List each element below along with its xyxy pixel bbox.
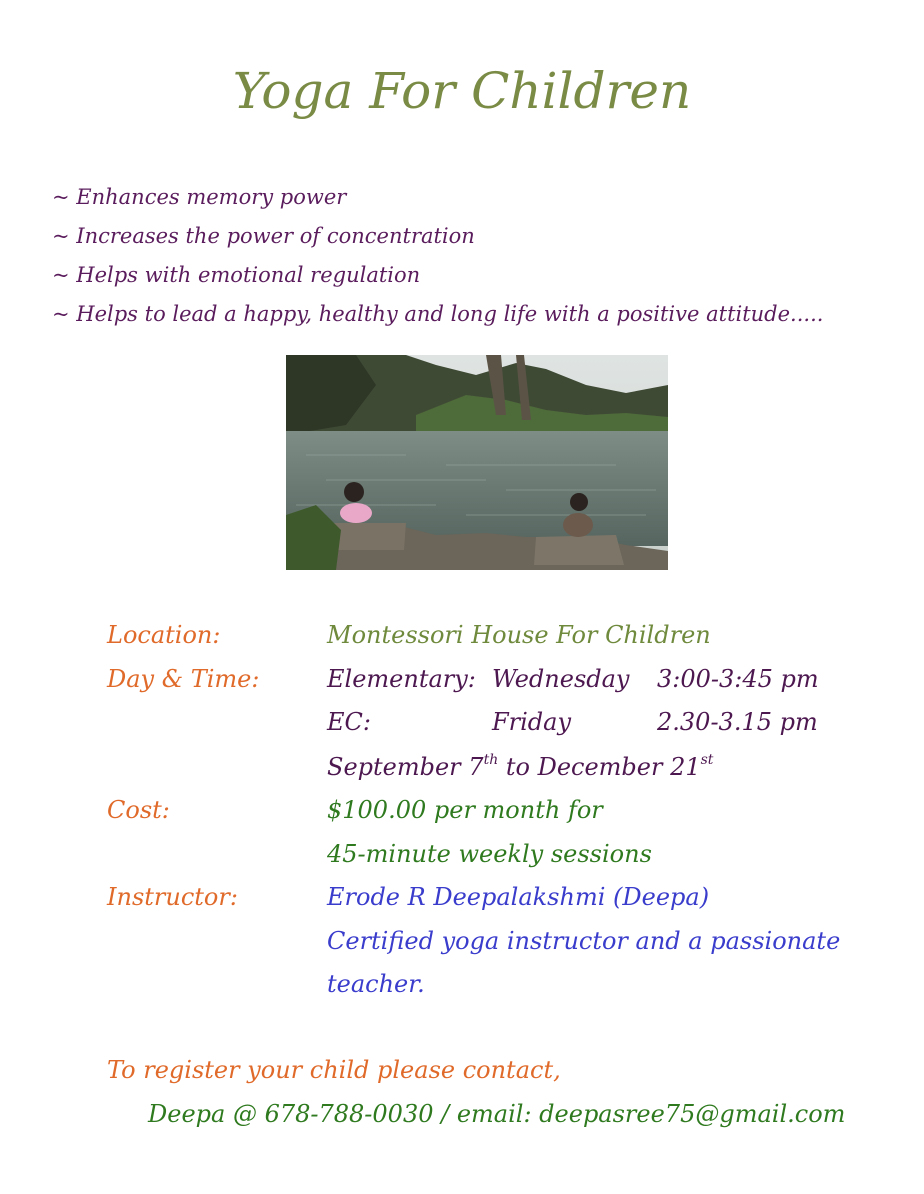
register-prompt: To register your child please contact, bbox=[107, 1056, 561, 1084]
schedule-group: EC: bbox=[327, 708, 371, 736]
cost-label: Cost: bbox=[107, 796, 170, 824]
instructor-bio-line: teacher. bbox=[327, 970, 425, 998]
page-title: Yoga For Children bbox=[232, 62, 692, 120]
start-date: September 7 bbox=[327, 753, 484, 781]
end-date: to December 21 bbox=[498, 753, 701, 781]
location-label: Location: bbox=[107, 621, 221, 649]
schedule-group: Elementary: bbox=[327, 665, 476, 693]
instructor-name: Erode R Deepalakshmi (Deepa) bbox=[327, 883, 710, 911]
schedule-day: Friday bbox=[492, 708, 572, 736]
contact-info: Deepa @ 678-788-0030 / email: deepasree75@gmail.com bbox=[148, 1100, 846, 1128]
session-dates bbox=[327, 752, 713, 782]
location-value: Montessori House For Children bbox=[327, 621, 711, 649]
benefit-item: ~ Helps with emotional regulation bbox=[52, 263, 421, 287]
start-date-suffix: th bbox=[483, 752, 499, 768]
benefit-item: ~ Enhances memory power bbox=[52, 185, 347, 209]
instructor-label: Instructor: bbox=[107, 883, 238, 911]
instructor-bio-line: Certified yoga instructor and a passionate bbox=[327, 927, 841, 955]
end-date-suffix: st bbox=[700, 752, 714, 768]
day-time-label: Day & Time: bbox=[107, 665, 260, 693]
benefit-item: ~ Helps to lead a happy, healthy and long life with a positive attitude..... bbox=[52, 302, 824, 326]
schedule-row bbox=[327, 664, 827, 694]
schedule-time: 2.30-3.15 pm bbox=[657, 708, 818, 736]
schedule-row bbox=[327, 707, 827, 737]
schedule-day: Wednesday bbox=[492, 665, 630, 693]
cost-line: $100.00 per month for bbox=[327, 796, 603, 824]
benefits-list bbox=[52, 178, 823, 334]
cost-line: 45-minute weekly sessions bbox=[327, 840, 652, 868]
schedule-time: 3:00-3:45 pm bbox=[657, 665, 819, 693]
benefit-item: ~ Increases the power of concentration bbox=[52, 224, 475, 248]
lake-photo bbox=[286, 355, 668, 570]
